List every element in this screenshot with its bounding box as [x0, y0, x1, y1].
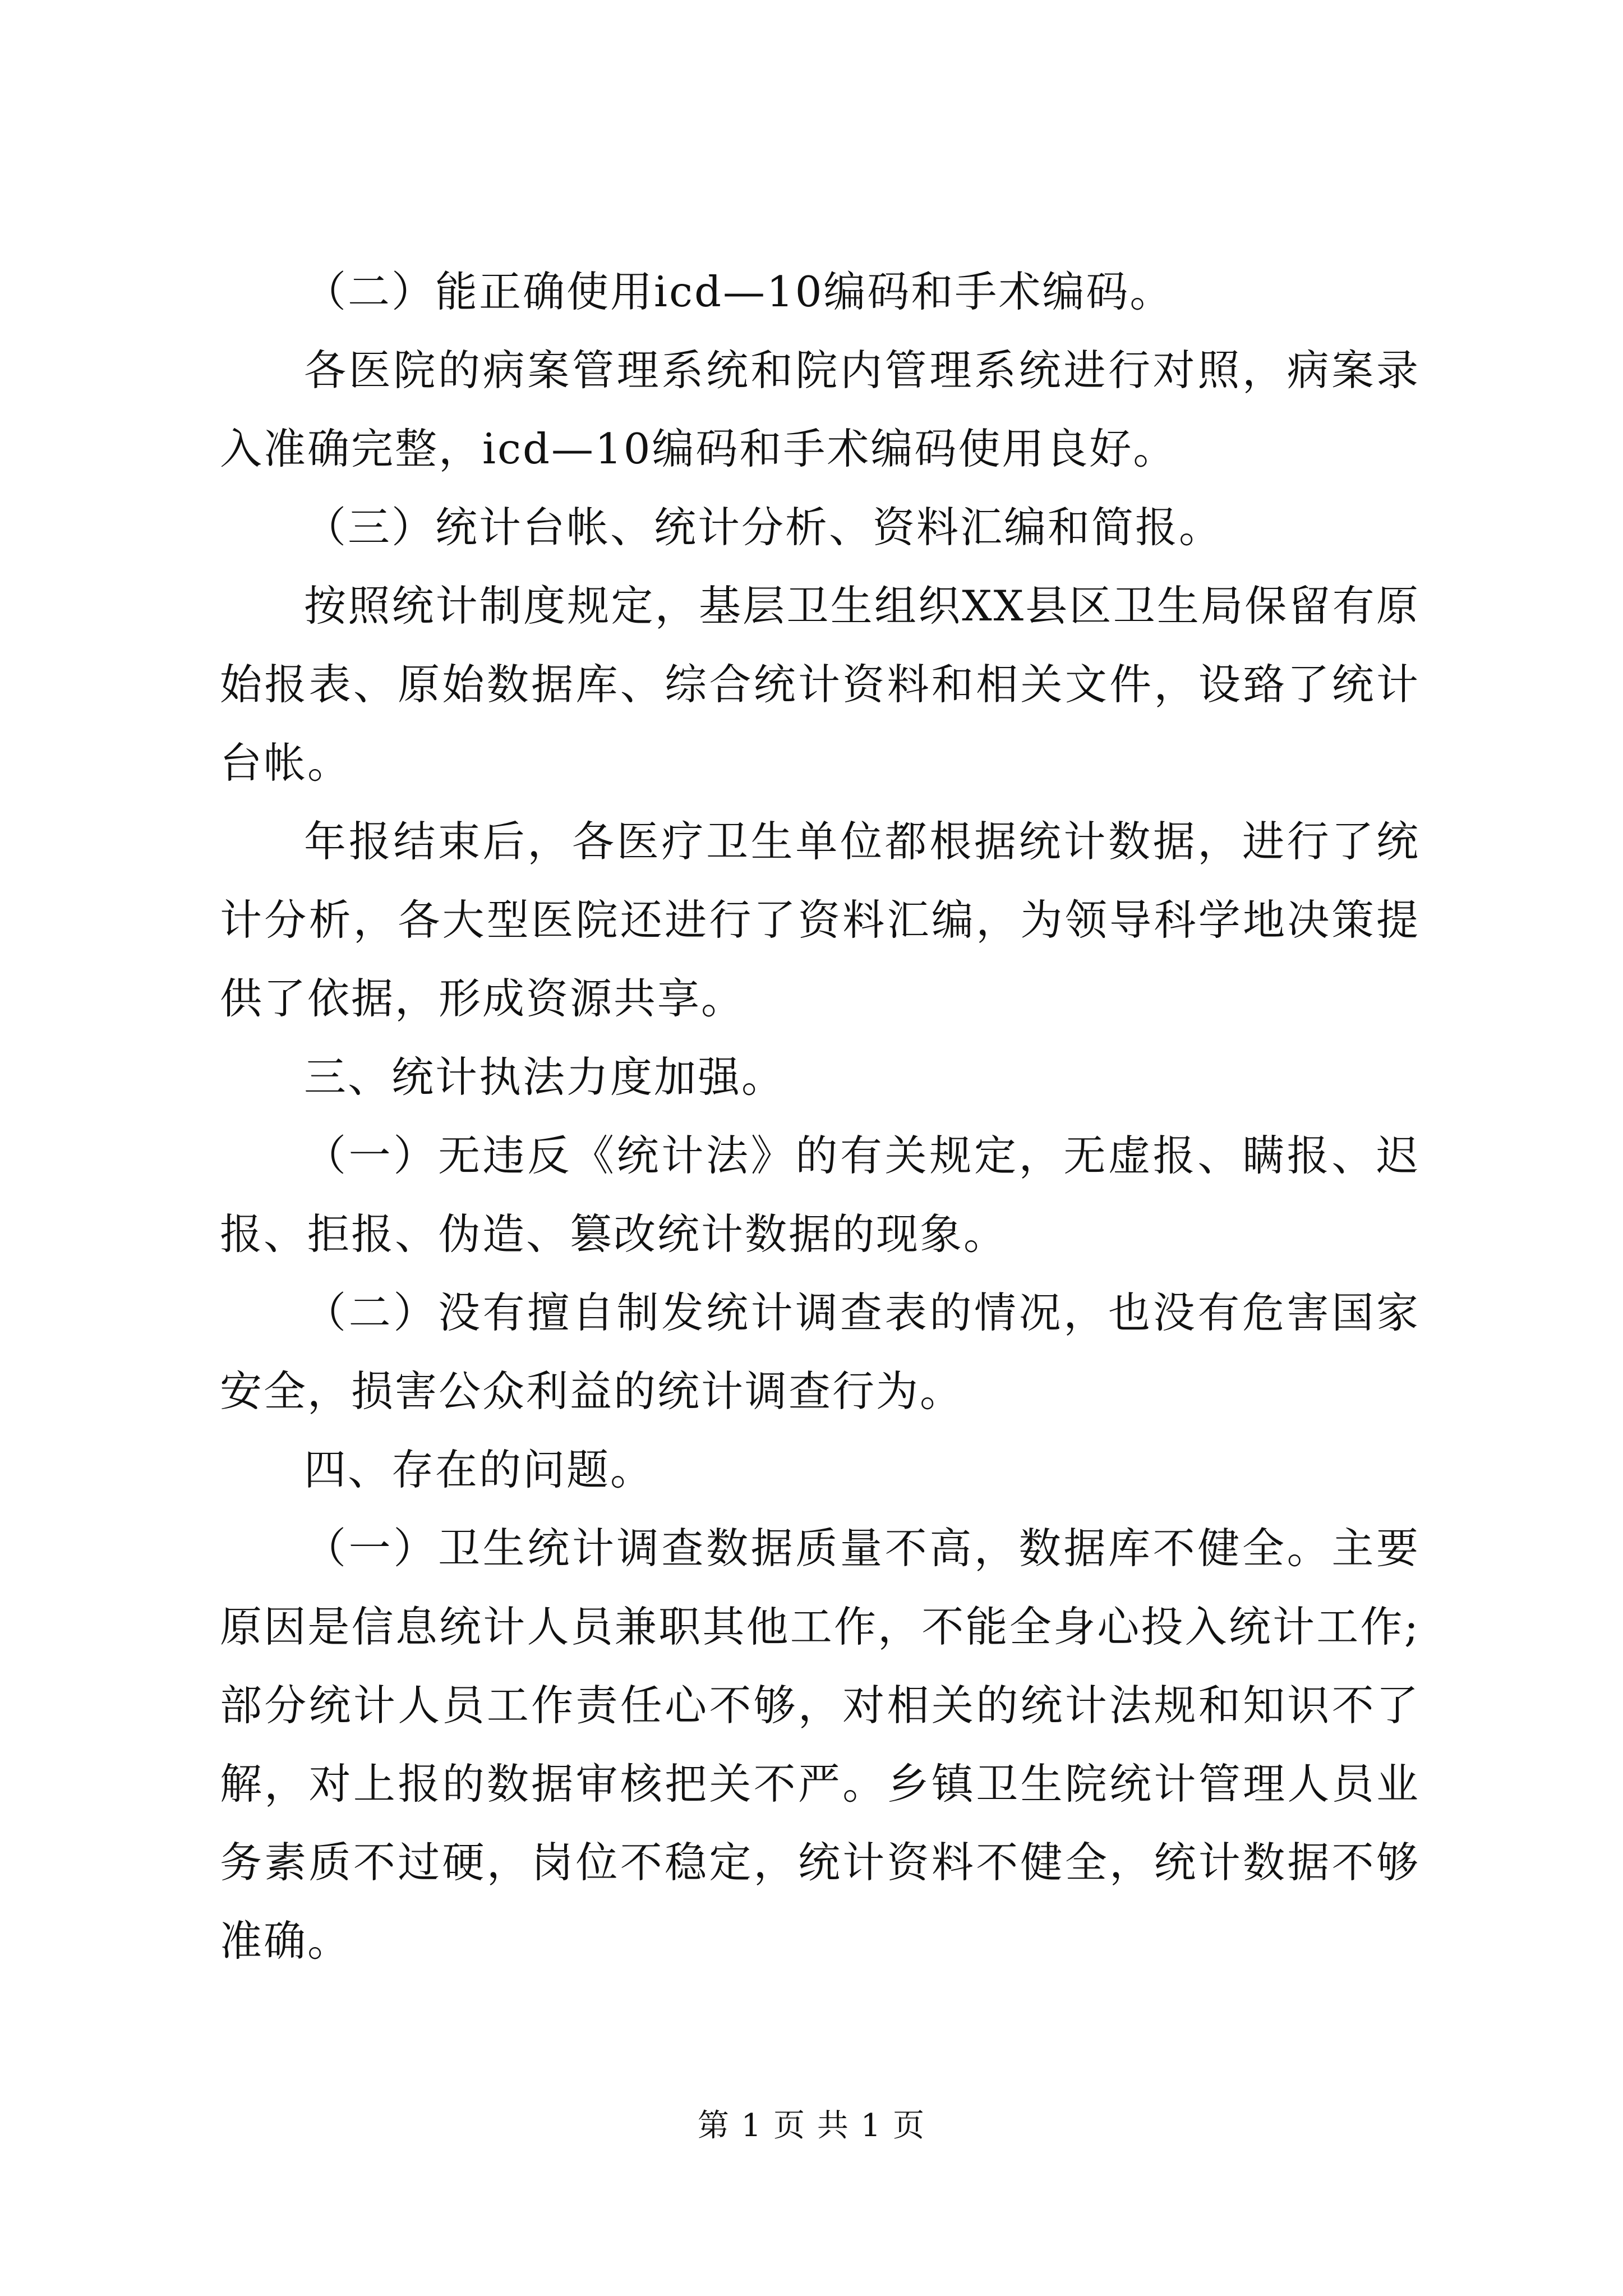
page-number-footer: 第 1 页 共 1 页	[697, 2108, 926, 2144]
paragraph-section-4-1: （一）卫生统计调查数据质量不高，数据库不健全。主要原因是信息统计人员兼职其他工作，不能全身心投入统计工作;部分统计人员工作责任心不够，对相关的统计法规和知识不了解，对上报的数据审核把关不严。乡镇卫生院统计管理人员业务素质不过硬，岗位不稳定，统计资料不健全，统计数据不够准确。	[220, 1524, 1420, 1966]
document-body	[220, 252, 1420, 1980]
paragraph-body: 年报结束后，各医疗卫生单位都根据统计数据，进行了统计分析，各大型医院还进行了资料汇编，为领导科学地决策提供了依据，形成资源共享。	[220, 817, 1420, 1023]
paragraph-section-3-1: （一）无违反《统计法》的有关规定，无虚报、瞒报、迟报、拒报、伪造、篡改统计数据的现象。	[220, 1131, 1420, 1259]
paragraph-section-2-3: （三）统计台帐、统计分析、资料汇编和简报。	[304, 503, 1223, 552]
paragraph-body: 各医院的病案管理系统和院内管理系统进行对照，病案录入准确完整，icd—10编码和手术编码使用良好。	[220, 346, 1420, 473]
paragraph-body: 按照统计制度规定，基层卫生组织XX县区卫生局保留有原始报表、原始数据库、综合统计资料和相关文件，设臵了统计台帐。	[220, 581, 1420, 788]
paragraph-heading-4: 四、存在的问题。	[304, 1445, 654, 1494]
paragraph-heading-3: 三、统计执法力度加强。	[304, 1052, 786, 1102]
paragraph-section-2-2: （二）能正确使用icd—10编码和手术编码。	[304, 267, 1174, 316]
paragraph-section-3-2: （二）没有擅自制发统计调查表的情况，也没有危害国家安全，损害公众利益的统计调查行为。	[220, 1288, 1420, 1416]
